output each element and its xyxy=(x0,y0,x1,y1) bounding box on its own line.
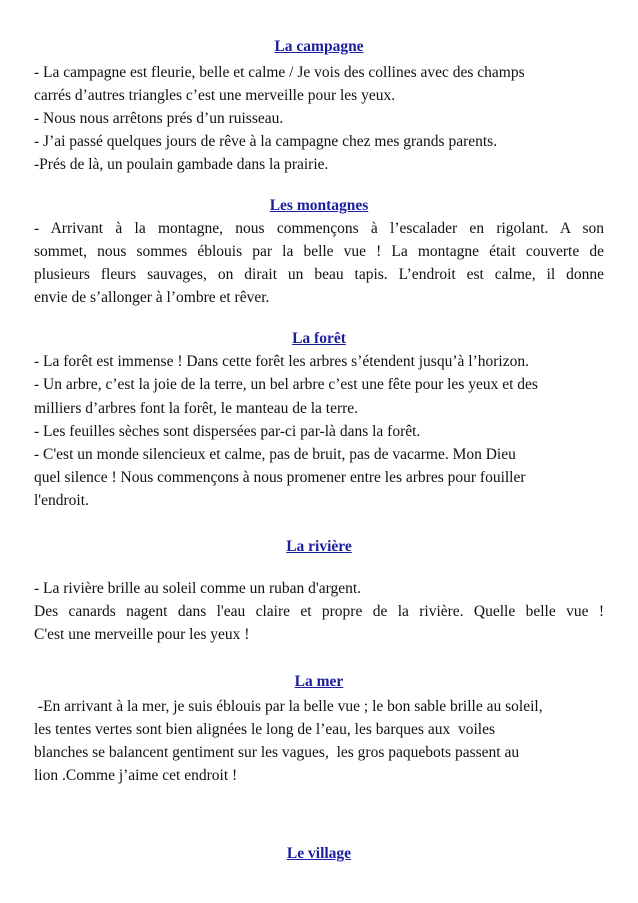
text-line: blanches se balancent gentiment sur les vagues, les gros paquebots passent au xyxy=(34,744,520,761)
text-line: l'endroit. xyxy=(34,492,89,509)
text-line: carrés d’autres triangles c’est une merveille pour les yeux. xyxy=(34,87,396,104)
text-line: milliers d’arbres font la forêt, le manteau de la terre. xyxy=(34,400,359,417)
section-title-montagnes: Les montagnes xyxy=(269,197,369,214)
text-line: - La campagne est fleurie, belle et calme / Je vois des collines avec des champs xyxy=(34,64,525,81)
text-line: -En arrivant à la mer, je suis éblouis par la belle vue ; le bon sable brille au soleil, xyxy=(34,698,543,715)
text-line: -Prés de là, un poulain gambade dans la prairie. xyxy=(34,156,329,173)
section-title-foret: La forêt xyxy=(292,330,346,347)
text-line: lion .Comme j’aime cet endroit ! xyxy=(34,767,238,784)
text-line: - La rivière brille au soleil comme un ruban d'argent. xyxy=(34,580,362,597)
section-title-campagne: La campagne xyxy=(274,38,364,55)
section-title-mer: La mer xyxy=(294,673,344,690)
text-line: plusieurs fleurs sauvages, on dirait un beau tapis. L’endroit est calme, il donne xyxy=(34,266,604,283)
text-line: sommet, nous sommes éblouis par la belle vue ! La montagne était couverte de xyxy=(34,243,604,260)
text-line: - La forêt est immense ! Dans cette forêt les arbres s’étendent jusqu’à l’horizon. xyxy=(34,353,529,370)
text-line: envie de s’allonger à l’ombre et rêver. xyxy=(34,289,270,306)
text-line: Des canards nagent dans l'eau claire et propre de la rivière. Quelle belle vue ! xyxy=(34,603,604,620)
text-line: - J’ai passé quelques jours de rêve à la campagne chez mes grands parents. xyxy=(34,133,498,150)
text-line: - Un arbre, c’est la joie de la terre, un bel arbre c’est une fête pour les yeux et des xyxy=(34,376,538,393)
text-line: - Arrivant à la montagne, nous commençons à l’escalader en rigolant. A son xyxy=(34,220,604,237)
section-title-village: Le village xyxy=(286,845,352,862)
text-line: - Les feuilles sèches sont dispersées par-ci par-là dans la forêt. xyxy=(34,423,421,440)
text-line: les tentes vertes sont bien alignées le long de l’eau, les barques aux voiles xyxy=(34,721,495,738)
section-title-riviere: La rivière xyxy=(286,538,352,555)
text-line: - Nous nous arrêtons prés d’un ruisseau. xyxy=(34,110,284,127)
text-line: quel silence ! Nous commençons à nous promener entre les arbres pour fouiller xyxy=(34,469,526,486)
text-line: - C'est un monde silencieux et calme, pas de bruit, pas de vacarme. Mon Dieu xyxy=(34,446,516,463)
text-line: C'est une merveille pour les yeux ! xyxy=(34,626,250,643)
